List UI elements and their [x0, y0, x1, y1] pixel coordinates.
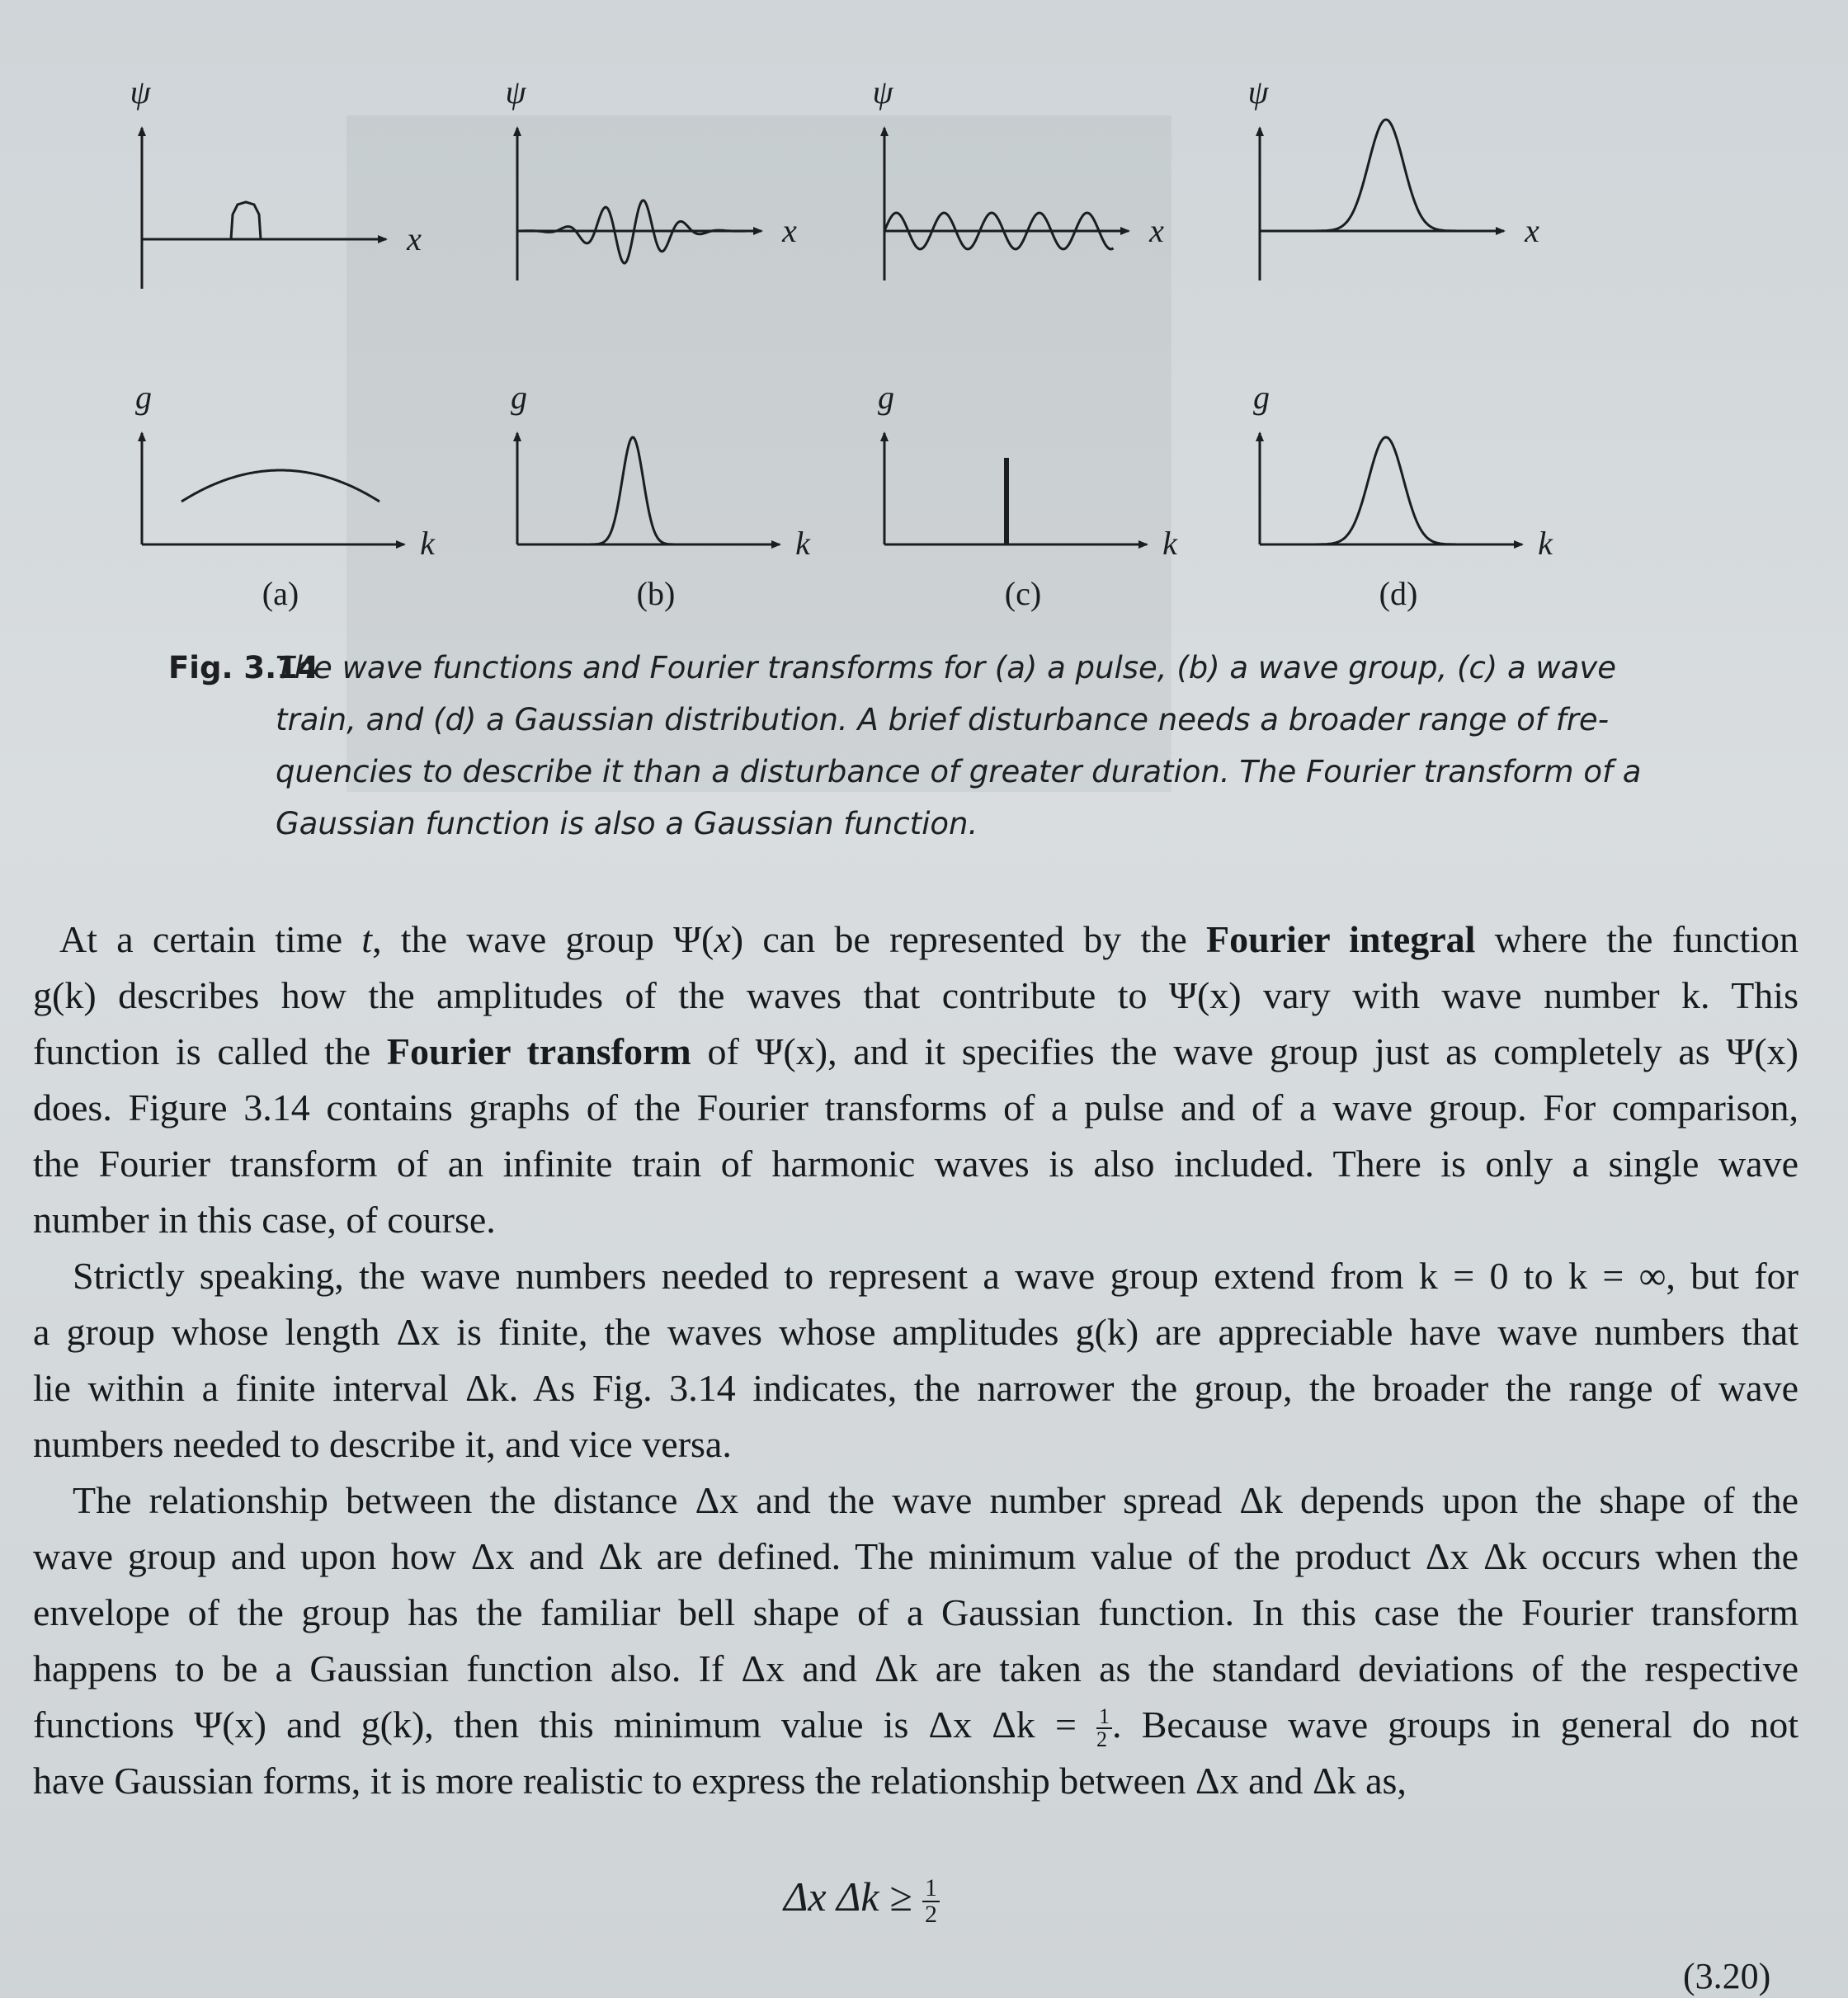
- figure-graphs: [124, 45, 1609, 623]
- panel-label: (d): [1379, 575, 1418, 612]
- x-axis-label: x: [1149, 212, 1164, 249]
- k-axis-label: k: [420, 525, 435, 562]
- equation-lhs: Δx Δk ≥: [784, 1873, 923, 1920]
- g-axis-label: g: [1253, 379, 1270, 416]
- psi-axis-label: ψ: [130, 73, 151, 111]
- k-axis-label: k: [795, 525, 810, 562]
- caption-line-4: Gaussian function is also a Gaussian function.: [276, 806, 978, 841]
- caption-label: Fig. 3.14: [168, 650, 319, 686]
- psi-axis-label: ψ: [1247, 73, 1269, 111]
- equation-3-20: [784, 1873, 940, 1927]
- inline-equation: Δx Δk =: [928, 1703, 1097, 1746]
- k-axis-label: k: [1538, 525, 1553, 562]
- equation-fraction: $\frac{1}{2}$: [922, 1876, 940, 1927]
- p3-line-3: envelope of the group has the familiar bell shape of a Gaussian function. In this case the Fourier transform: [33, 1591, 1798, 1633]
- p1-line-1: At a certain time t, the wave group Ψ(x) can be represented by the Fourier integral where the function: [59, 918, 1798, 960]
- psi-axis-label: ψ: [872, 73, 893, 111]
- fourier-transform-curve: [182, 470, 380, 502]
- x-axis-label: x: [782, 212, 797, 249]
- k-axis-label: k: [1162, 525, 1177, 562]
- p1-line-4: does. Figure 3.14 contains graphs of the Fourier transforms of a pulse and of a wave group. For comparison,: [33, 1086, 1798, 1129]
- inline-fraction: $\frac{1}{2}$: [1096, 1706, 1112, 1751]
- x-axis-label: x: [407, 220, 422, 257]
- p1-line-3: function is called the Fourier transform of Ψ(x), and it specifies the wave group just as completely as Ψ(x): [33, 1030, 1798, 1072]
- p3-line-4: happens to be a Gaussian function also. If Δx and Δk are taken as the standard deviations of the respective: [33, 1647, 1798, 1689]
- paragraph-fourier-integral: [33, 912, 1798, 1248]
- p2-line-2: a group whose length Δx is finite, the waves whose amplitudes g(k) are appreciable have wave numbers that: [33, 1311, 1798, 1353]
- x-axis-label: x: [1525, 212, 1539, 249]
- paragraph-relationship: [33, 1473, 1798, 1809]
- caption-line-3: quencies to describe it than a disturbance of greater duration. The Fourier transform of a: [276, 754, 1642, 789]
- p2-line-4: numbers needed to describe it, and vice versa.: [33, 1423, 732, 1465]
- paragraph-strictly-speaking: [33, 1248, 1798, 1473]
- p1-line-2: g(k) describes how the amplitudes of the waves that contribute to Ψ(x) vary with wave number k. This: [33, 974, 1798, 1016]
- p1-line-5: the Fourier transform of an infinite train of harmonic waves is also included. There is only a single wave: [33, 1143, 1798, 1185]
- panel-c: [873, 73, 1179, 612]
- term-fourier-integral: Fourier integral: [1205, 918, 1476, 960]
- panel-b: [506, 73, 812, 612]
- p3-line-5: functions Ψ(x) and g(k), then this minimum value is Δx Δk = $\frac{1}{2}$ . Because wave groups in general do not: [33, 1703, 1799, 1752]
- figure-3-14: [124, 45, 1609, 623]
- panel-d: [1248, 73, 1554, 612]
- caption-line-2: train, and (d) a Gaussian distribution. A brief disturbance needs a broader range of fre-: [276, 702, 1610, 737]
- p2-line-1: Strictly speaking, the wave numbers needed to represent a wave group extend from k = 0 to k = ∞, but for: [73, 1255, 1798, 1297]
- equation-number: (3.20): [1683, 1956, 1771, 1996]
- fourier-transform-curve: [517, 437, 755, 544]
- g-axis-label: g: [878, 379, 894, 416]
- g-axis-label: g: [511, 379, 527, 416]
- panel-a: [130, 73, 436, 612]
- panel-label: (c): [1004, 575, 1042, 612]
- term-fourier-transform: Fourier transform: [386, 1030, 691, 1072]
- p3-line-6: have Gaussian forms, it is more realistic to express the relationship between Δx and Δk as,: [33, 1760, 1407, 1802]
- psi-axis-label: ψ: [505, 73, 526, 111]
- wave-function-curve: [142, 202, 371, 239]
- p3-line-2: wave group and upon how Δx and Δk are defined. The minimum value of the product Δx Δk occurs when the: [33, 1535, 1798, 1577]
- p2-line-3: lie within a finite interval Δk. As Fig. 3.14 indicates, the narrower the group, the broader the range of wave: [33, 1367, 1798, 1409]
- wave-function-curve: [1260, 120, 1489, 231]
- caption-line-1: The wave functions and Fourier transforms for (a) a pulse, (b) a wave group, (c) a wave: [276, 650, 1617, 686]
- panel-label: (b): [636, 575, 676, 612]
- p3-line-1: The relationship between the distance Δx and the wave number spread Δk depends upon the shape of the: [73, 1479, 1798, 1521]
- g-axis-label: g: [135, 379, 152, 416]
- panel-label: (a): [262, 575, 299, 612]
- fourier-transform-curve: [1260, 437, 1497, 544]
- p1-line-6: number in this case, of course.: [33, 1199, 496, 1241]
